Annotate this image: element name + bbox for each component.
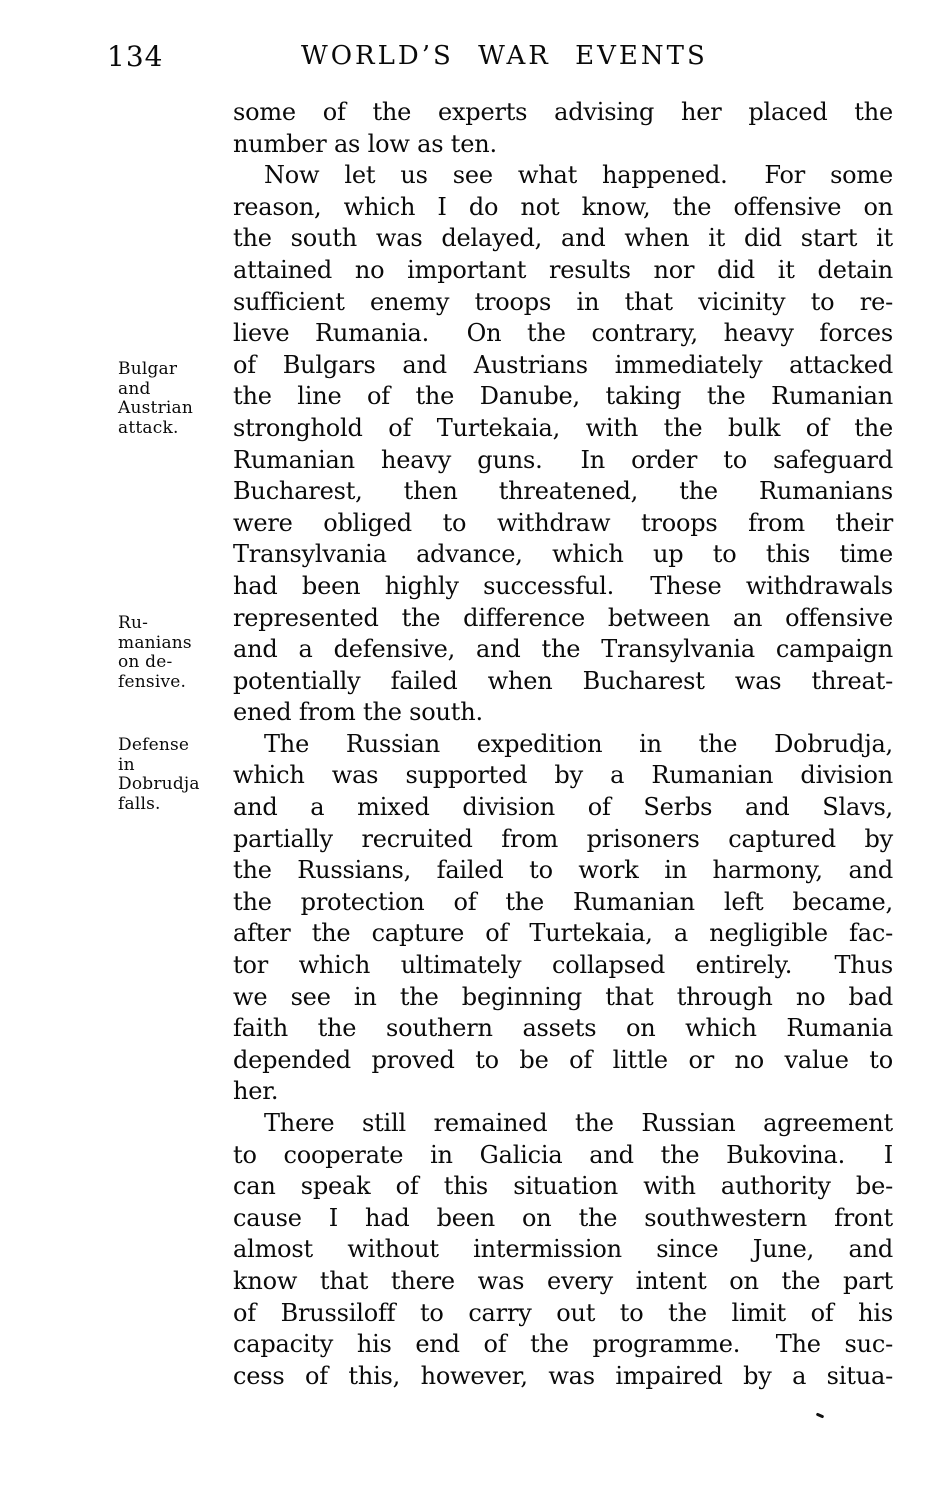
text-line: can speak of this situation with authority be-: [233, 1172, 893, 1201]
text-line: the line of the Danube, taking the Rumanian: [233, 382, 893, 411]
margin-note-line: on de-: [118, 652, 173, 672]
text-line: depended proved to be of little or no value to: [233, 1045, 893, 1074]
text-line: cause I had been on the southwestern front: [233, 1203, 893, 1232]
text-line: tor which ultimately collapsed entirely. Thus: [233, 951, 893, 980]
text-line: Bucharest, then threatened, the Rumanians: [233, 477, 893, 506]
margin-note-line: Bulgar: [118, 359, 178, 379]
margin-note-defense-dobrudja-falls: [118, 736, 226, 814]
text-line: capacity his end of the programme. The suc-: [233, 1330, 893, 1359]
text-line: There still remained the Russian agreement: [264, 1109, 893, 1137]
text-line: almost without intermission since June, and: [233, 1235, 893, 1264]
text-line: potentially failed when Bucharest was threat-: [233, 666, 893, 695]
text-line: were obliged to withdraw troops from their: [233, 508, 893, 537]
text-line: the south was delayed, and when it did start it: [233, 224, 893, 253]
margin-note-line: Austrian: [118, 398, 194, 418]
margin-note-line: Defense: [118, 735, 190, 755]
text-line: and a defensive, and the Transylvania campaign: [233, 635, 893, 664]
text-line: lieve Rumania. On the contrary, heavy forces: [233, 319, 893, 348]
text-line: reason, which I do not know, the offensive on: [233, 192, 893, 221]
running-title: WORLD’S WAR EVENTS: [301, 41, 708, 71]
margin-note-line: and: [118, 378, 151, 399]
text-line: number as low as ten.: [233, 129, 497, 158]
text-line: the protection of the Rumanian left became,: [233, 887, 893, 916]
text-line: faith the southern assets on which Rumania: [233, 1014, 893, 1043]
text-line: her.: [233, 1077, 279, 1106]
body-text: [233, 97, 893, 1392]
text-line: partially recruited from prisoners captured by: [233, 824, 893, 853]
text-line: stronghold of Turtekaia, with the bulk of the: [233, 413, 893, 442]
text-line: of Bulgars and Austrians immediately attacked: [233, 350, 893, 379]
text-line: and a mixed division of Serbs and Slavs,: [233, 793, 893, 822]
text-line: ened from the south.: [233, 698, 483, 727]
text-line: Transylvania advance, which up to this time: [233, 540, 893, 569]
text-line: The Russian expedition in the Dobrudja,: [264, 729, 893, 758]
text-line: cess of this, however, was impaired by a situa-: [233, 1361, 893, 1390]
text-line: know that there was every intent on the part: [233, 1266, 893, 1295]
text-line: some of the experts advising her placed the: [233, 98, 893, 126]
ink-speck: [816, 1413, 825, 1419]
margin-note-line: in: [118, 754, 135, 775]
margin-note-rumanians-on-defensive: [118, 614, 226, 692]
text-line: which was supported by a Rumanian division: [233, 761, 893, 790]
text-line: attained no important results nor did it detain: [233, 255, 893, 284]
text-line: Rumanian heavy guns. In order to safeguard: [233, 445, 893, 474]
margin-note-line: Ru-: [118, 613, 149, 633]
text-line: had been highly successful. These withdrawals: [233, 571, 893, 600]
text-line: the Russians, failed to work in harmony, and: [233, 856, 893, 885]
text-line: to cooperate in Galicia and the Bukovina. I: [233, 1140, 893, 1169]
text-line: after the capture of Turtekaia, a negligible fac-: [233, 919, 893, 948]
margin-note-line: Dobrudja: [118, 774, 200, 794]
text-line: we see in the beginning that through no bad: [233, 982, 893, 1011]
margin-note-line: manians: [118, 632, 192, 653]
margin-note-line: fensive.: [118, 671, 187, 692]
page-number: 134: [107, 40, 164, 73]
margin-note-bulgar-austrian-attack: [118, 360, 226, 438]
margin-note-line: falls.: [118, 793, 161, 814]
margin-note-line: attack.: [118, 417, 179, 438]
text-line: represented the difference between an offensive: [233, 603, 893, 632]
text-line: of Brussiloff to carry out to the limit of his: [233, 1298, 893, 1327]
text-line: Now let us see what happened. For some: [264, 161, 893, 190]
text-line: sufficient enemy troops in that vicinity to re-: [233, 287, 893, 316]
